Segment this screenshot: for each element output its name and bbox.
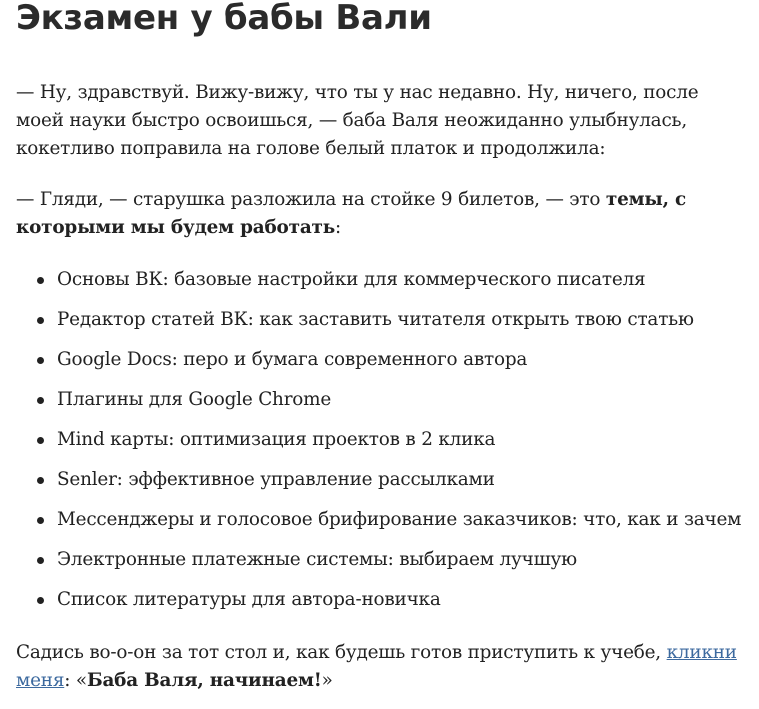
bullet-icon: [37, 557, 44, 564]
topics-intro-paragraph: [16, 186, 741, 242]
bullet-icon: [37, 437, 44, 444]
topics-intro-bold: темы, с которыми мы будем работать: [16, 189, 687, 238]
closing-paragraph: [16, 639, 741, 695]
bullet-icon: [37, 397, 44, 404]
closing-quote-close: »: [321, 670, 333, 691]
list-item-text: Google Docs: перо и бумага современного автора: [57, 349, 528, 370]
list-item-text: Мессенджеры и голосовое брифирование заказчиков: что, как и зачем: [57, 509, 742, 530]
list-item: [16, 346, 741, 386]
list-item-text: Электронные платежные системы: выбираем лучшую: [57, 549, 577, 570]
closing-bold: Баба Валя, начинаем!: [86, 670, 322, 691]
bullet-icon: [37, 477, 44, 484]
article-title: Экзамен у бабы Вали: [16, 0, 432, 38]
list-item-text: Senler: эффективное управление рассылками: [57, 469, 495, 490]
list-item: [16, 266, 741, 306]
list-item: [16, 506, 741, 546]
closing-quote-open: : «: [64, 670, 87, 691]
intro-paragraph: — Ну, здравствуй. Вижу-вижу, что ты у нас недавно. Ну, ничего, после моей науки быстро освоишься, — баба Валя неожиданно улыбнулась, кокетливо поправила на голове белый платок и продолжила:: [16, 82, 699, 159]
bullet-icon: [37, 317, 44, 324]
bullet-icon: [37, 357, 44, 364]
list-item: [16, 426, 741, 466]
list-item: [16, 586, 741, 626]
list-item-text: Редактор статей ВК: как заставить читателя открыть твою статью: [57, 309, 694, 330]
bullet-icon: [37, 597, 44, 604]
closing-text: Садись во-о-он за тот стол и, как будешь готов приступить к учебе,: [16, 642, 667, 663]
list-item: [16, 546, 741, 586]
bullet-icon: [37, 517, 44, 524]
list-item: [16, 306, 741, 346]
list-item: [16, 466, 741, 506]
topics-intro-text: — Гляди, — старушка разложила на стойке 9 билетов, — это: [16, 189, 606, 210]
topics-intro-colon: :: [335, 217, 342, 238]
start-link[interactable]: кликни меня: [16, 642, 737, 691]
list-item-text: Mind карты: оптимизация проектов в 2 клика: [57, 429, 496, 450]
list-item-text: Плагины для Google Chrome: [57, 389, 332, 410]
list-item-text: Список литературы для автора-новичка: [57, 589, 441, 610]
topics-list: [16, 266, 741, 626]
list-item-text: Основы ВК: базовые настройки для коммерческого писателя: [57, 269, 646, 290]
list-item: [16, 386, 741, 426]
bullet-icon: [37, 277, 44, 284]
